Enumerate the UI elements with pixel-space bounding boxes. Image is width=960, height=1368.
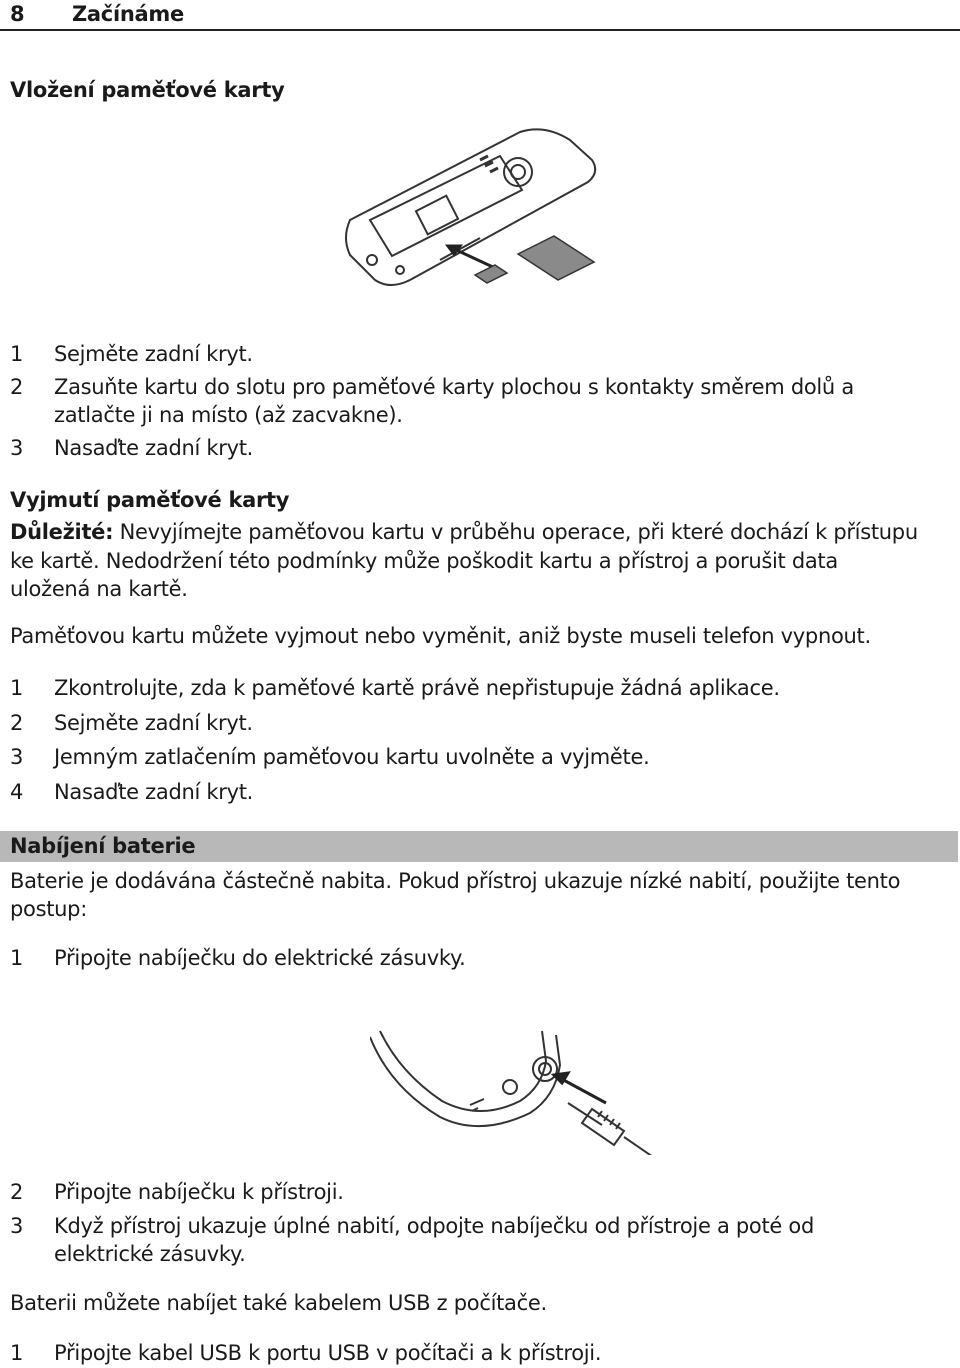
remove-step-number: 2 bbox=[10, 711, 24, 735]
remove-step-number: 1 bbox=[10, 676, 24, 700]
charging-step-number: 3 bbox=[10, 1214, 24, 1238]
charging-step-text: Připojte nabíječku k přístroji. bbox=[54, 1180, 344, 1204]
section-title-charging: Nabíjení baterie bbox=[10, 834, 196, 858]
usb-step-text: Připojte kabel USB k portu USB v počítači a k přístroji. bbox=[54, 1341, 602, 1365]
remove-step-text: Sejměte zadní kryt. bbox=[54, 711, 253, 735]
charging-step-text: Připojte nabíječku do elektrické zásuvky. bbox=[54, 946, 466, 970]
usb-step-number: 1 bbox=[10, 1341, 24, 1365]
insert-step-text: Sejměte zadní kryt. bbox=[54, 342, 253, 366]
chapter-title: Začínáme bbox=[72, 2, 184, 26]
remove-intro: Paměťovou kartu můžete vyjmout nebo vyměnit, aniž byste museli telefon vypnout. bbox=[10, 624, 871, 648]
charging-step-number: 1 bbox=[10, 946, 24, 970]
charging-step-number: 2 bbox=[10, 1180, 24, 1204]
remove-step-text: Jemným zatlačením paměťovou kartu uvolněte a vyjměte. bbox=[54, 745, 650, 769]
insert-step-text-cont: zatlačte ji na místo (až zacvakne). bbox=[54, 403, 403, 427]
section-title-insert: Vložení paměťové karty bbox=[10, 78, 285, 102]
important-text: Nevyjímejte paměťovou kartu v průběhu operace, při které dochází k přístupu bbox=[119, 520, 918, 544]
remove-step-number: 3 bbox=[10, 745, 24, 769]
important-text: ke kartě. Nedodržení této podmínky může poškodit kartu a přístroj a porušit data bbox=[10, 549, 838, 573]
insert-step-number: 3 bbox=[10, 436, 24, 460]
insert-step-number: 1 bbox=[10, 342, 24, 366]
charging-step-text-cont: elektrické zásuvky. bbox=[54, 1242, 246, 1266]
charging-intro-cont: postup: bbox=[10, 897, 87, 921]
phone-memory-card-illustration bbox=[330, 120, 620, 300]
header-rule bbox=[0, 29, 960, 31]
charging-step-text: Když přístroj ukazuje úplné nabití, odpojte nabíječku od přístroje a poté od bbox=[54, 1214, 814, 1238]
remove-step-text: Zkontrolujte, zda k paměťové kartě právě nepřistupuje žádná aplikace. bbox=[54, 676, 780, 700]
important-label: Důležité: bbox=[10, 520, 114, 544]
important-text: uložená na kartě. bbox=[10, 577, 188, 601]
insert-step-text: Zasuňte kartu do slotu pro paměťové karty plochou s kontakty směrem dolů a bbox=[54, 375, 854, 399]
charger-connection-illustration bbox=[370, 1025, 670, 1155]
remove-step-text: Nasaďte zadní kryt. bbox=[54, 780, 254, 804]
page-number: 8 bbox=[10, 2, 25, 26]
remove-step-number: 4 bbox=[10, 780, 24, 804]
insert-step-number: 2 bbox=[10, 375, 24, 399]
usb-intro: Baterii můžete nabíjet také kabelem USB z počítače. bbox=[10, 1291, 547, 1315]
charging-intro: Baterie je dodávána částečně nabita. Pokud přístroj ukazuje nízké nabití, použijte tento bbox=[10, 869, 901, 893]
section-title-remove: Vyjmutí paměťové karty bbox=[10, 488, 290, 512]
insert-step-text: Nasaďte zadní kryt. bbox=[54, 436, 254, 460]
